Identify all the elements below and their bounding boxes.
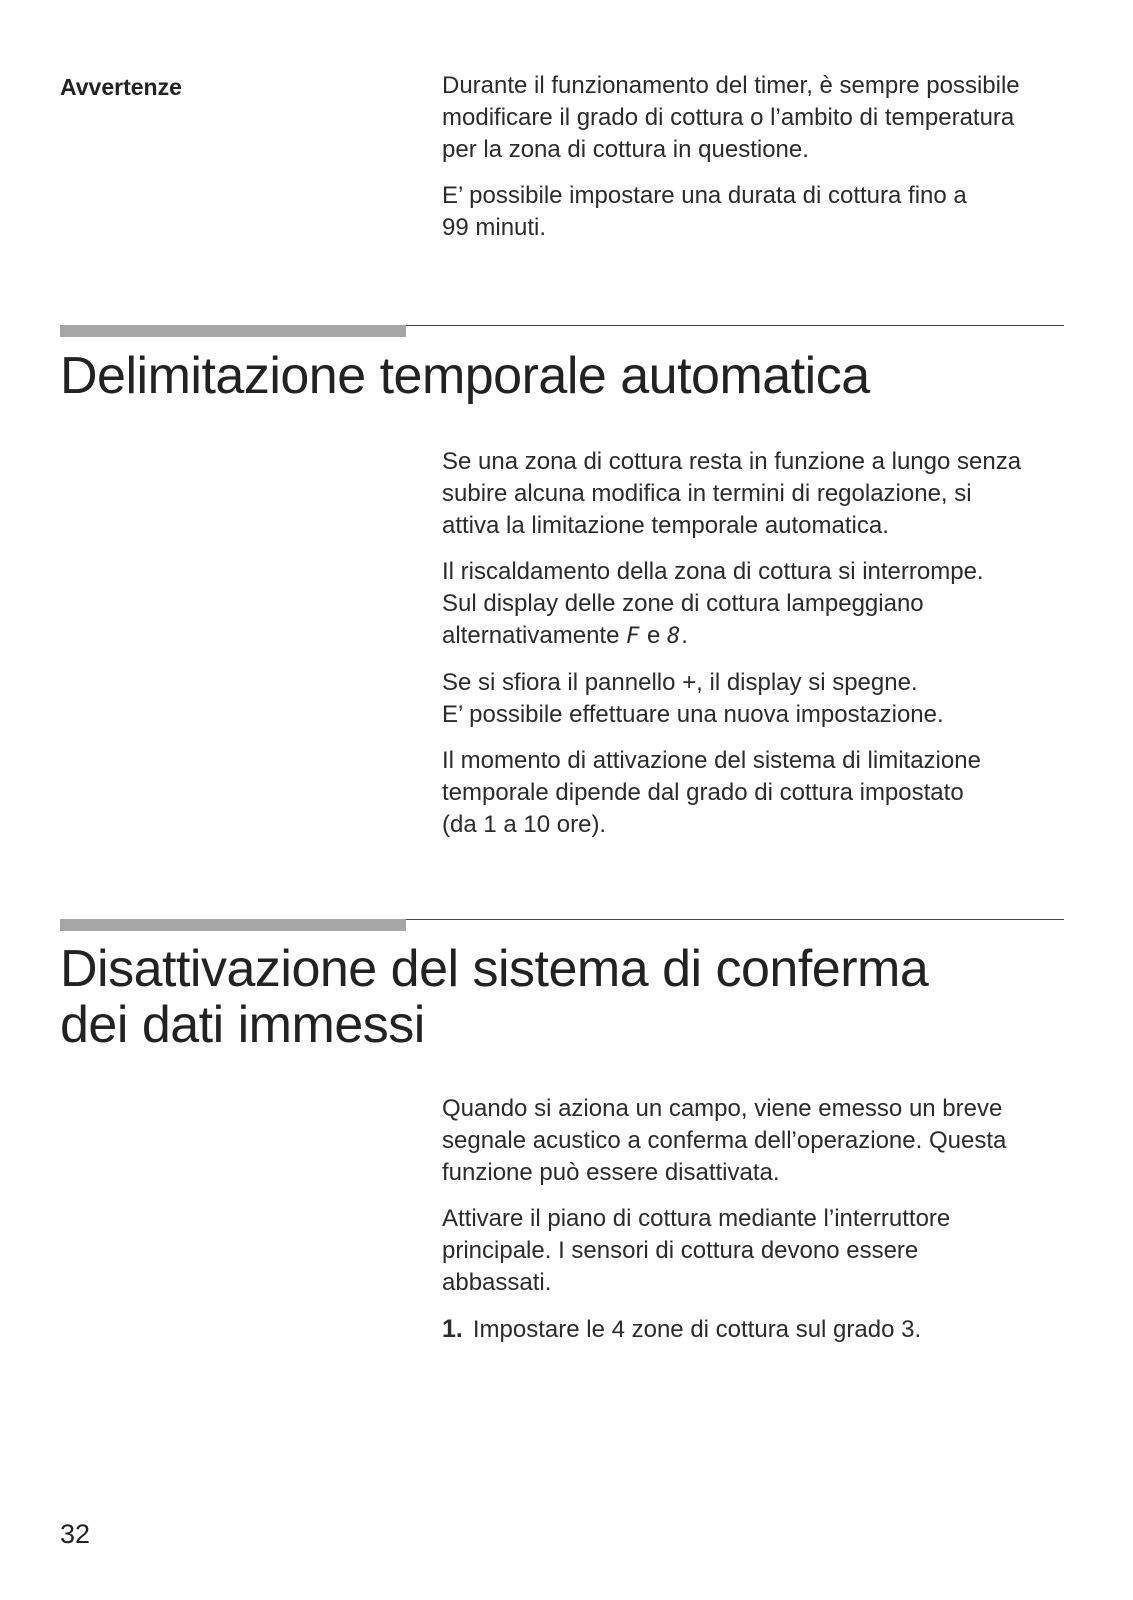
section2-step: [442, 1313, 1082, 1346]
display-text-after: .: [681, 622, 688, 649]
notes-label: Avvertenze: [60, 74, 182, 100]
notes-paragraph: E’ possibile impostare una durata di cottura fino a 99 minuti.: [442, 182, 967, 241]
display-conjunction: e: [640, 622, 668, 649]
step-number: 1.: [442, 1315, 463, 1343]
section2-paragraph: Quando si aziona un campo, viene emesso un breve segnale acustico a conferma dell’operazione. Questa funzione può essere disattivata.: [442, 1095, 1007, 1186]
display-text-before: Il riscaldamento della zona di cottura si interrompe. Sul display delle zone di cottura lampeggiano alternativamente: [442, 558, 984, 649]
section-divider: [60, 325, 1064, 337]
section-divider-bar: [60, 919, 406, 931]
section1-body: [442, 446, 1082, 855]
section-divider-line: [406, 325, 1064, 326]
section-divider-bar: [60, 325, 406, 337]
section1-paragraph: Se si sfiora il pannello +, il display si spegne. E’ possibile effettuare una nuova impostazione.: [442, 669, 944, 728]
section1-display-paragraph: [442, 556, 1082, 653]
section1-paragraph: Il momento di attivazione del sistema di limitazione temporale dipende dal grado di cottura impostato (da 1 a 10 ore).: [442, 747, 981, 838]
section-title-automatic-time-limit: Delimitazione temporale automatica: [60, 347, 870, 405]
notes-paragraph: Durante il funzionamento del timer, è sempre possibile modificare il grado di cottura o l’ambito di temperatura per la zona di cottura in questione.: [442, 72, 1020, 163]
section2-body: [442, 1093, 1082, 1360]
section1-paragraph: Se una zona di cottura resta in funzione a lungo senza subire alcuna modifica in termini di regolazione, si attiva la limitazione temporale automatica.: [442, 448, 1022, 539]
page-number: 32: [60, 1519, 91, 1549]
section-divider: [60, 919, 1064, 931]
notes-body: [442, 70, 1082, 258]
section2-paragraph: Attivare il piano di cottura mediante l’interruttore principale. I sensori di cottura devono essere abbassati.: [442, 1205, 951, 1296]
display-symbol-8: 8: [667, 624, 682, 649]
section-divider-line: [406, 919, 1064, 920]
step-text: Impostare le 4 zone di cottura sul grado 3.: [472, 1316, 922, 1343]
display-symbol-f: F: [626, 624, 641, 649]
section-title-confirmation-signal: Disattivazione del sistema di conferma dei dati immessi: [60, 940, 929, 1054]
